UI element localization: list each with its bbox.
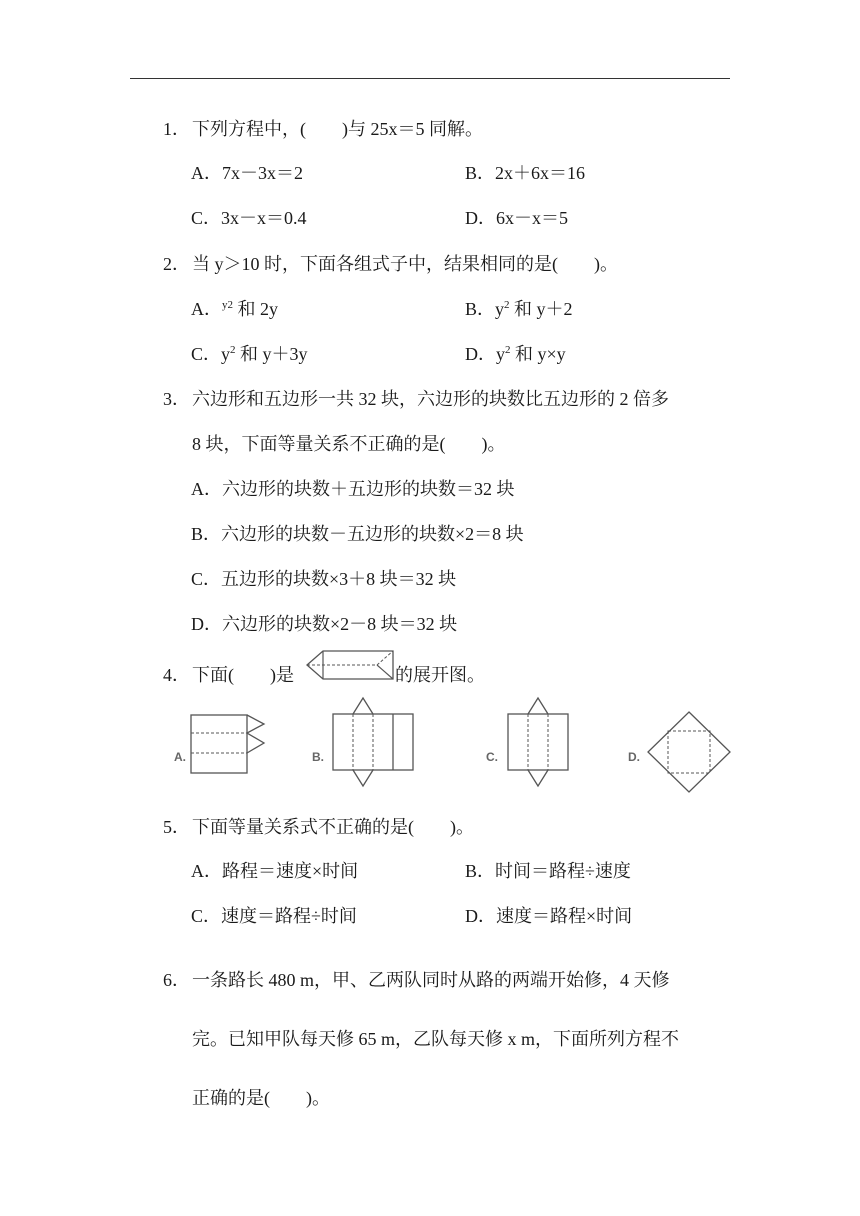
question-5-text: 下面等量关系式不正确的是( )。 [192, 817, 474, 837]
net-option-c[interactable] [506, 696, 570, 788]
net-label-a: A. [174, 750, 186, 764]
question-2-text: 当 y＞10 时，下面各组式子中，结果相同的是( )。 [192, 254, 618, 274]
question-3-option-b[interactable]: B．六边形的块数－五边形的块数×2＝8 块 [191, 524, 524, 544]
net-option-a[interactable] [190, 712, 270, 776]
question-4-number: 4． [163, 665, 190, 685]
question-3-number: 3． [163, 389, 190, 409]
question-3-text-line-1: 六边形和五边形一共 32 块，六边形的块数比五边形的 2 倍多 [192, 389, 669, 409]
question-1-number: 1． [163, 119, 190, 139]
question-5-option-b[interactable]: B．时间＝路程÷速度 [465, 861, 631, 881]
question-5-number: 5． [163, 817, 190, 837]
question-2-option-d[interactable]: D．$y^2$ 和 y×y [465, 344, 566, 364]
net-option-d[interactable] [646, 710, 732, 794]
question-1-option-d[interactable]: D．6x－x＝5 [465, 208, 568, 228]
question-2-number: 2． [163, 254, 190, 274]
question-2-option-b[interactable]: B．$y^2$ 和 y＋2 [465, 299, 573, 319]
header-rule [130, 78, 730, 79]
question-5-option-d[interactable]: D．速度＝路程×时间 [465, 906, 633, 926]
net-label-d: D. [628, 750, 640, 764]
question-1-text: 下列方程中，( )与 25x＝5 同解。 [192, 119, 483, 139]
question-5-option-a[interactable]: A．路程＝速度×时间 [191, 861, 359, 881]
question-2-option-c[interactable]: C．$y^2$ 和 y＋3y [191, 344, 308, 364]
question-3-option-d[interactable]: D．六边形的块数×2－8 块＝32 块 [191, 614, 458, 634]
question-3-text-line-2: 8 块，下面等量关系不正确的是( )。 [192, 434, 506, 454]
question-2-option-a[interactable]: A．$^{y2}$ 和 2y [191, 299, 278, 319]
prism-figure [305, 648, 395, 682]
question-4-text-after: 的展开图。 [395, 665, 485, 685]
net-label-c: C. [486, 750, 498, 764]
question-3-option-a[interactable]: A．六边形的块数＋五边形的块数＝32 块 [191, 479, 515, 499]
question-5-option-c[interactable]: C．速度＝路程÷时间 [191, 906, 357, 926]
question-6-text-line-3: 正确的是( )。 [192, 1088, 330, 1108]
question-1-option-a[interactable]: A．7x－3x＝2 [191, 163, 303, 183]
question-4-text-before: 下面( )是 [192, 665, 294, 685]
question-3-option-c[interactable]: C．五边形的块数×3＋8 块＝32 块 [191, 569, 457, 589]
net-label-b: B. [312, 750, 324, 764]
question-6-number: 6． [163, 970, 190, 990]
question-6-text-line-1: 一条路长 480 m，甲、乙两队同时从路的两端开始修，4 天修 [192, 970, 670, 990]
question-1-option-c[interactable]: C．3x－x＝0.4 [191, 208, 307, 228]
net-option-b[interactable] [332, 696, 416, 788]
question-1-option-b[interactable]: B．2x＋6x＝16 [465, 163, 586, 183]
question-6-text-line-2: 完。已知甲队每天修 65 m，乙队每天修 x m，下面所列方程不 [192, 1029, 679, 1049]
